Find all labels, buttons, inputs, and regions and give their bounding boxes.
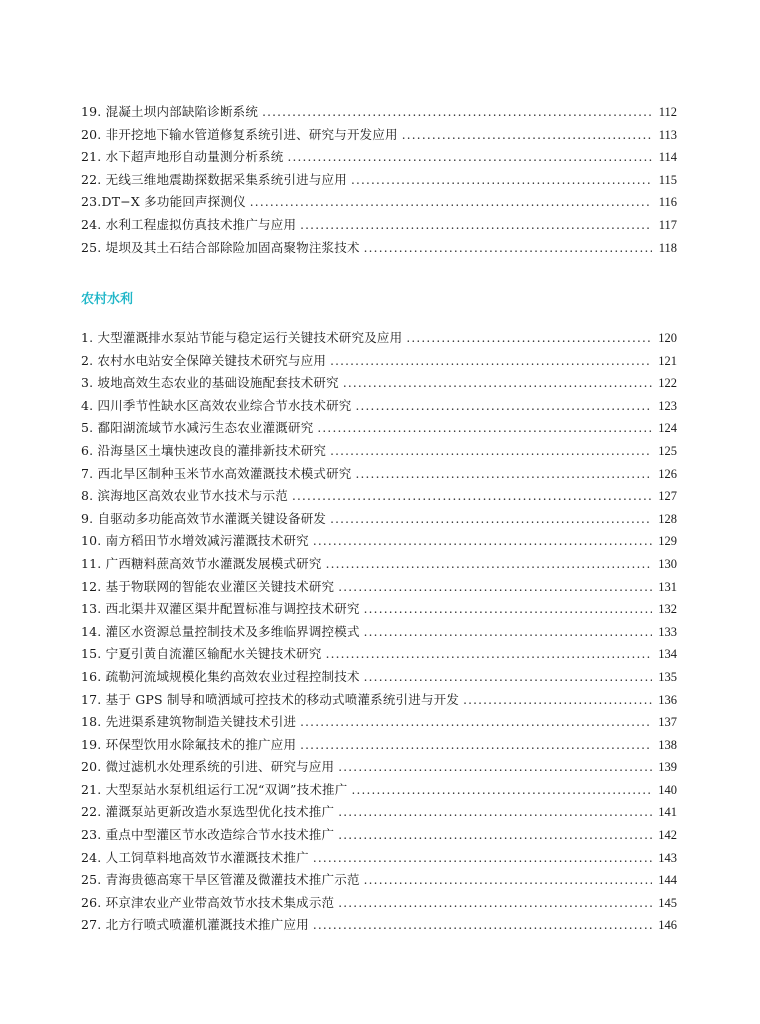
toc-entry[interactable]	[81, 508, 677, 531]
toc-entry[interactable]	[81, 463, 677, 486]
toc-entry[interactable]	[81, 689, 677, 712]
toc-entry-title: 7. 西北旱区制种玉米节水高效灌溉技术模式研究	[81, 465, 352, 481]
toc-entry-title: 15. 宁夏引黄自流灌区输配水关键技术研究	[81, 646, 322, 662]
toc-entry-title: 9. 自驱动多功能高效节水灌溉关键设备研发	[81, 510, 327, 526]
toc-entry[interactable]	[81, 440, 677, 463]
dot-leader	[406, 327, 652, 350]
dot-leader	[300, 214, 652, 237]
toc-entry[interactable]	[81, 892, 677, 915]
dot-leader	[313, 914, 652, 937]
dot-leader	[338, 824, 652, 847]
toc-entry[interactable]	[81, 485, 677, 508]
toc-entry-page-number: 125	[658, 443, 677, 458]
toc-entry[interactable]	[81, 237, 677, 260]
toc-entry[interactable]	[81, 666, 677, 689]
toc-entry-page-number: 139	[658, 760, 677, 775]
toc-entry-title: 21. 水下超声地形自动量测分析系统	[81, 149, 284, 165]
dot-leader	[326, 553, 652, 576]
dot-leader	[300, 711, 652, 734]
dot-leader	[463, 689, 652, 712]
toc-entry-title: 25. 青海贵德高寒干旱区管灌及微灌技术推广示范	[81, 872, 360, 888]
toc-entry[interactable]	[81, 734, 677, 757]
toc-entry-page-number: 130	[658, 556, 677, 571]
toc-entry-title: 19. 混凝土坝内部缺陷诊断系统	[81, 104, 259, 119]
toc-entry[interactable]	[81, 621, 677, 644]
toc-entry[interactable]	[81, 327, 677, 350]
toc-entry[interactable]	[81, 643, 677, 666]
toc-entry-page-number: 121	[658, 353, 677, 368]
toc-entry[interactable]	[81, 530, 677, 553]
toc-entry-title: 13. 西北渠井双灌区渠井配置标准与调控技术研究	[81, 601, 360, 617]
toc-entry-page-number: 136	[658, 692, 677, 707]
dot-leader	[338, 756, 652, 779]
toc-entry-title: 22. 灌溉泵站更新改造水泵选型优化技术推广	[81, 804, 335, 820]
toc-entry-page-number: 134	[658, 647, 677, 662]
toc-entry-page-number: 132	[658, 602, 677, 617]
dot-leader	[338, 892, 652, 915]
dot-leader	[326, 643, 652, 666]
toc-entry[interactable]	[81, 169, 677, 192]
toc-entry-title: 25. 堤坝及其土石结合部除险加固高聚物注浆技术	[81, 239, 360, 255]
toc-entry[interactable]	[81, 914, 677, 937]
dot-leader	[351, 779, 652, 802]
toc-entry[interactable]	[81, 576, 677, 599]
toc-entry[interactable]	[81, 350, 677, 373]
toc-entry-page-number: 140	[658, 782, 677, 797]
toc-entry-page-number: 144	[658, 873, 677, 888]
toc-entry[interactable]	[81, 598, 677, 621]
toc-entry-title: 16. 疏勒河流域规模化集约高效农业过程控制技术	[81, 668, 360, 684]
toc-entry[interactable]	[81, 847, 677, 870]
dot-leader	[292, 485, 652, 508]
toc-entry[interactable]	[81, 214, 677, 237]
toc-entry-title: 5. 鄱阳湖流域节水减污生态农业灌溉研究	[81, 420, 314, 436]
toc-entry-title: 22. 无线三维地震勘探数据采集系统引进与应用	[81, 171, 347, 187]
toc-entry-page-number: 138	[658, 737, 677, 752]
dot-leader	[364, 869, 652, 892]
toc-entry-page-number: 137	[658, 715, 677, 730]
toc-entry-title: 23. 重点中型灌区节水改造综合节水技术推广	[81, 827, 335, 843]
toc-entry[interactable]	[81, 801, 677, 824]
toc-entry-page-number: 133	[658, 624, 677, 639]
dot-leader	[250, 191, 652, 214]
section-heading: 农村水利	[81, 292, 134, 307]
toc-entry-title: 4. 四川季节性缺水区高效农业综合节水技术研究	[81, 397, 352, 413]
toc-entry-page-number: 135	[658, 669, 677, 684]
toc-entry-page-number: 123	[658, 398, 677, 413]
dot-leader	[330, 440, 652, 463]
dot-leader	[287, 146, 652, 169]
toc-entry[interactable]	[81, 417, 677, 440]
toc-entry-title: 17. 基于 GPS 制导和喷洒域可控技术的移动式喷灌系统引进与开发	[81, 691, 460, 707]
toc-entry-title: 21. 大型泵站水泵机组运行工况“双调”技术推广	[81, 781, 348, 797]
toc-entry-title: 23.DT−X 多功能回声探测仪	[81, 194, 246, 210]
toc-entry-page-number: 143	[658, 850, 677, 865]
toc-entry-page-number: 114	[658, 150, 677, 165]
dot-leader	[351, 169, 652, 192]
dot-leader	[343, 372, 652, 395]
toc-entry-title: 24. 水利工程虚拟仿真技术推广与应用	[81, 216, 297, 232]
toc-entry[interactable]	[81, 146, 677, 169]
dot-leader	[364, 621, 652, 644]
toc-entry-page-number: 117	[658, 217, 677, 232]
toc-entry-page-number: 126	[658, 466, 677, 481]
toc-entry[interactable]	[81, 101, 677, 124]
toc-list-rural-water	[81, 327, 677, 937]
toc-list-previous-section	[81, 101, 677, 259]
toc-entry-page-number: 142	[658, 828, 677, 843]
dot-leader	[364, 237, 652, 260]
toc-entry-page-number: 112	[658, 105, 677, 119]
toc-entry-page-number: 115	[658, 172, 677, 187]
dot-leader	[364, 666, 652, 689]
toc-entry-title: 6. 沿海垦区土壤快速改良的灌排新技术研究	[81, 442, 327, 458]
toc-entry[interactable]	[81, 824, 677, 847]
dot-leader	[313, 530, 652, 553]
toc-entry-page-number: 127	[658, 489, 677, 504]
toc-entry-title: 10. 南方稻田节水增效减污灌溉技术研究	[81, 533, 309, 549]
dot-leader	[402, 124, 652, 147]
dot-leader	[356, 463, 652, 486]
toc-entry-title: 18. 先进渠系建筑物制造关键技术引进	[81, 714, 297, 730]
toc-entry-page-number: 113	[658, 127, 677, 142]
dot-leader	[338, 576, 652, 599]
toc-entry[interactable]	[81, 372, 677, 395]
toc-entry-title: 11. 广西糖料蔗高效节水灌溉发展模式研究	[81, 555, 322, 571]
dot-leader	[330, 508, 652, 531]
toc-entry-title: 2. 农村水电站安全保障关键技术研究与应用	[81, 352, 327, 368]
toc-entry-page-number: 118	[658, 240, 677, 255]
toc-entry[interactable]	[81, 395, 677, 418]
toc-entry[interactable]	[81, 191, 677, 214]
toc-entry-title: 3. 坡地高效生态农业的基础设施配套技术研究	[81, 375, 339, 391]
toc-entry-title: 8. 滨海地区高效农业节水技术与示范	[81, 488, 289, 504]
toc-entry-page-number: 131	[658, 579, 677, 594]
toc-entry-page-number: 146	[658, 918, 677, 933]
toc-entry-title: 20. 微过滤机水处理系统的引进、研究与应用	[81, 759, 335, 775]
dot-leader	[262, 101, 652, 124]
toc-entry-title: 1. 大型灌溉排水泵站节能与稳定运行关键技术研究及应用	[81, 330, 403, 345]
toc-entry[interactable]	[81, 553, 677, 576]
toc-entry-title: 12. 基于物联网的智能农业灌区关键技术研究	[81, 578, 335, 594]
toc-entry-page-number: 124	[658, 421, 677, 436]
toc-entry-page-number: 128	[658, 511, 677, 526]
toc-entry-page-number: 129	[658, 534, 677, 549]
toc-entry[interactable]	[81, 756, 677, 779]
dot-leader	[300, 734, 652, 757]
toc-entry-page-number: 120	[658, 331, 677, 345]
toc-entry-title: 20. 非开挖地下输水管道修复系统引进、研究与开发应用	[81, 126, 398, 142]
dot-leader	[313, 847, 652, 870]
toc-entry-title: 26. 环京津农业产业带高效节水技术集成示范	[81, 894, 335, 910]
dot-leader	[364, 598, 652, 621]
dot-leader	[317, 417, 652, 440]
toc-entry-title: 24. 人工饲草料地高效节水灌溉技术推广	[81, 849, 309, 865]
toc-entry[interactable]	[81, 124, 677, 147]
toc-entry-page-number: 145	[658, 895, 677, 910]
dot-leader	[356, 395, 652, 418]
toc-entry[interactable]	[81, 779, 677, 802]
toc-entry[interactable]	[81, 711, 677, 734]
toc-entry-title: 27. 北方行喷式喷灌机灌溉技术推广应用	[81, 917, 309, 933]
toc-entry-title: 19. 环保型饮用水除氟技术的推广应用	[81, 736, 297, 752]
toc-entry-page-number: 141	[658, 805, 677, 820]
dot-leader	[330, 350, 652, 373]
dot-leader	[338, 801, 652, 824]
toc-entry-page-number: 116	[658, 195, 677, 210]
toc-entry-page-number: 122	[658, 376, 677, 391]
toc-entry[interactable]	[81, 869, 677, 892]
toc-entry-title: 14. 灌区水资源总量控制技术及多维临界调控模式	[81, 623, 360, 639]
